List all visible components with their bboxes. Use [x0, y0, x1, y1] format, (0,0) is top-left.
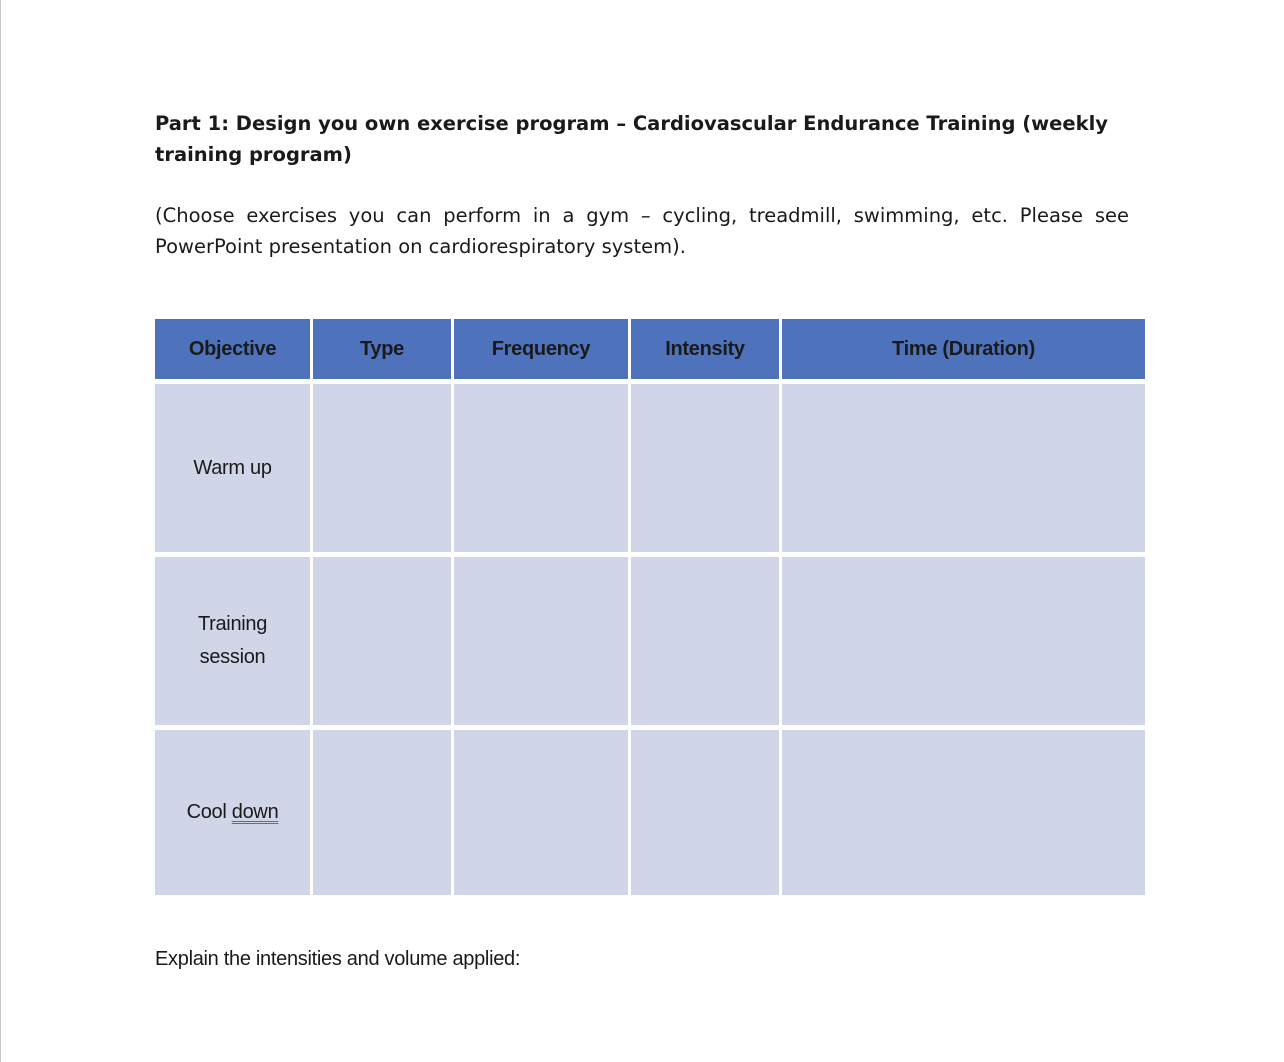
- page-edge-rule: [0, 0, 1, 1062]
- objective-label-cool: Cool: [186, 801, 227, 823]
- column-header-time-duration: Time (Duration): [782, 319, 1145, 379]
- column-header-intensity: Intensity: [631, 319, 779, 379]
- frequency-cell-warm-up[interactable]: [454, 384, 628, 552]
- objective-cell-training-session[interactable]: [155, 557, 310, 725]
- frequency-cell-cool-down[interactable]: [454, 730, 628, 895]
- frequency-cell-training-session[interactable]: [454, 557, 628, 725]
- intensity-cell-warm-up[interactable]: [631, 384, 779, 552]
- column-header-type: Type: [313, 319, 451, 379]
- exercise-program-table: [152, 314, 1148, 900]
- objective-label-down-spellcheck: down: [231, 801, 279, 823]
- type-cell-cool-down[interactable]: [313, 730, 451, 895]
- objective-cell-cool-down[interactable]: [155, 730, 310, 895]
- objective-label-warm-up: Warm up: [193, 456, 272, 479]
- intensity-cell-training-session[interactable]: [631, 557, 779, 725]
- explain-prompt: Explain the intensities and volume applied:: [155, 948, 521, 970]
- intensity-cell-cool-down[interactable]: [631, 730, 779, 895]
- instructions-text: (Choose exercises you can perform in a gym – cycling, treadmill, swimming, etc. Please see PowerPoint presentation on cardiorespiratory system).: [155, 204, 1129, 258]
- column-header-objective: Objective: [155, 319, 310, 379]
- table-header-row: [155, 319, 1145, 379]
- time-cell-training-session[interactable]: [782, 557, 1145, 725]
- page-heading: Part 1: Design you own exercise program – Cardiovascular Endurance Training (weekly training program): [155, 112, 1108, 166]
- table-row-cool-down: [155, 730, 1145, 895]
- column-header-frequency: Frequency: [454, 319, 628, 379]
- table-row-training-session: [155, 557, 1145, 725]
- time-cell-warm-up[interactable]: [782, 384, 1145, 552]
- type-cell-warm-up[interactable]: [313, 384, 451, 552]
- time-cell-cool-down[interactable]: [782, 730, 1145, 895]
- objective-cell-warm-up[interactable]: [155, 384, 310, 552]
- type-cell-training-session[interactable]: [313, 557, 451, 725]
- table-row-warm-up: [155, 384, 1145, 552]
- objective-label-training: Training: [197, 613, 268, 635]
- objective-label-session: session: [199, 646, 266, 668]
